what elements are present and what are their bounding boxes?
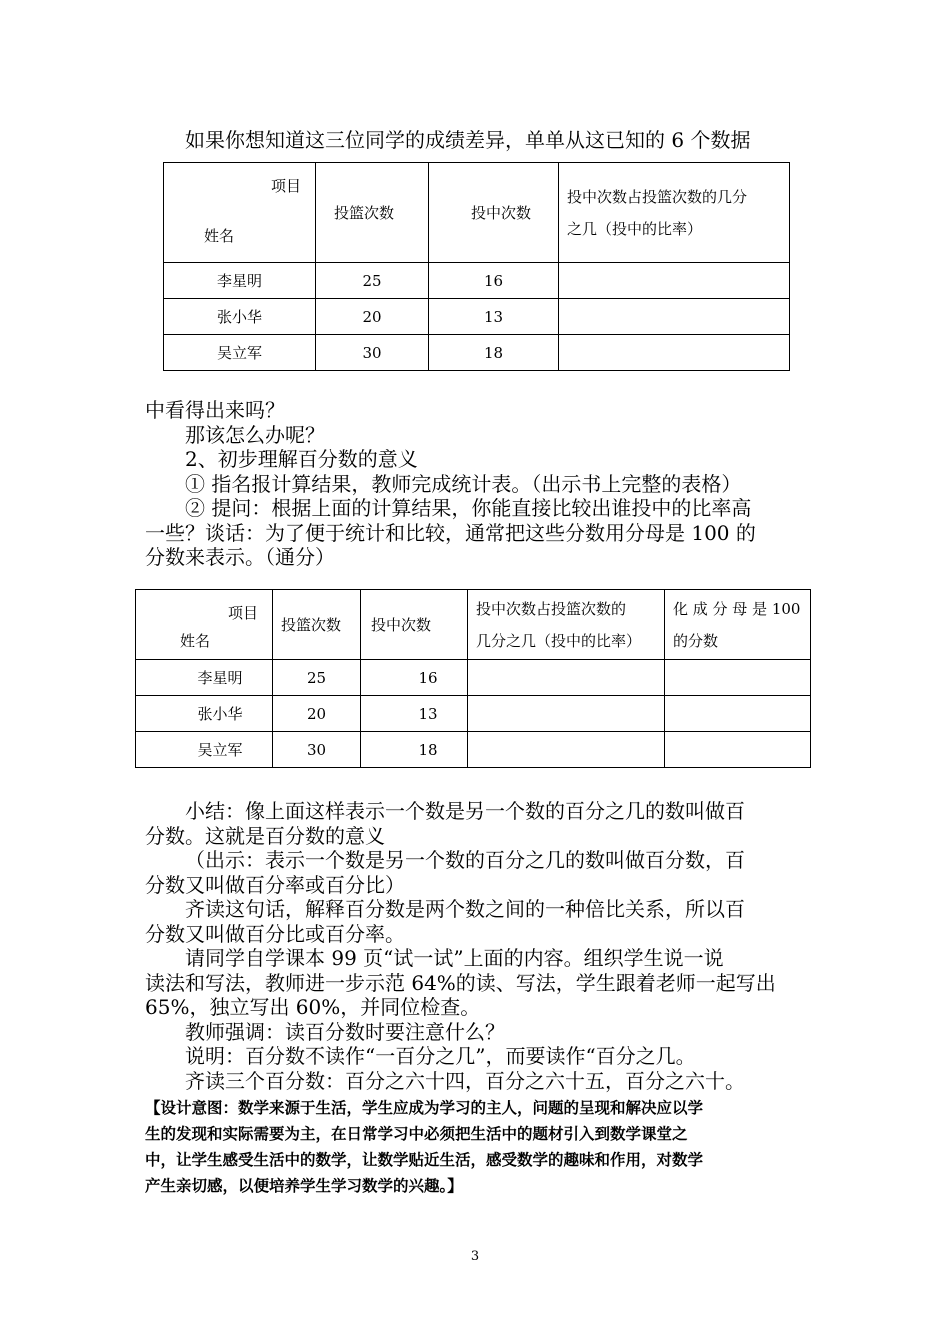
table-header-row — [164, 163, 790, 263]
row-percent — [665, 696, 811, 732]
col-shots-header: 投篮次数 — [273, 590, 361, 660]
text-line: 读法和写法，教师进一步示范 64%的读、写法，学生跟着老师一起写出 — [145, 970, 776, 995]
col-hits-header: 投中次数 — [429, 163, 559, 263]
row-ratio — [559, 263, 790, 299]
table-row — [164, 263, 790, 299]
row-percent — [665, 660, 811, 696]
diagonal-header-cell — [136, 590, 273, 660]
stats-table-2 — [135, 589, 811, 768]
table-row — [136, 732, 811, 768]
row-hits: 13 — [361, 696, 468, 732]
row-hits: 18 — [429, 335, 559, 371]
row-shots: 25 — [273, 660, 361, 696]
text-line: 齐读三个百分数：百分之六十四，百分之六十五，百分之六十。 — [185, 1068, 745, 1093]
note-line: 中，让学生感受生活中的数学，让数学贴近生活，感受数学的趣味和作用，对数学 — [145, 1151, 704, 1169]
table-row — [136, 696, 811, 732]
row-name: 李星明 — [136, 660, 273, 696]
text-line: 65%，独立写出 60%，并同位检查。 — [145, 995, 481, 1019]
col-hits-header: 投中次数 — [361, 590, 468, 660]
text-line: 一些？谈话：为了便于统计和比较，通常把这些分数用分母是 100 的 — [145, 520, 756, 545]
header-name: 姓名 — [180, 632, 211, 650]
row-name: 吴立军 — [136, 732, 273, 768]
intro-paragraph — [145, 128, 810, 153]
text-line: 教师强调：读百分数时要注意什么？ — [185, 1019, 505, 1044]
row-hits: 16 — [429, 263, 559, 299]
stats-table-1 — [163, 162, 790, 371]
row-name: 吴立军 — [164, 335, 316, 371]
row-shots: 25 — [316, 263, 429, 299]
text-line: （出示：表示一个数是另一个数的百分之几的数叫做百分数，百 — [185, 848, 745, 872]
note-line: 产生亲切感，以便培养学生学习数学的兴趣。】 — [145, 1177, 463, 1195]
text-line: ② 提问：根据上面的计算结果，你能直接比较出谁投中的比率高 — [185, 496, 752, 520]
paragraphs-block-2 — [145, 799, 810, 1093]
text-line: ① 指名报计算结果，教师完成统计表。（出示书上完整的表格） — [185, 471, 742, 496]
row-name: 张小华 — [164, 299, 316, 335]
table-row — [164, 299, 790, 335]
text-line: 分数又叫做百分率或百分比） — [145, 872, 405, 897]
header-item: 项目 — [227, 604, 258, 622]
row-shots: 30 — [273, 732, 361, 768]
col-shots-header: 投篮次数 — [316, 163, 429, 263]
row-ratio — [468, 660, 665, 696]
header-item: 项目 — [270, 177, 301, 195]
text-line: 齐读这句话，解释百分数是两个数之间的一种倍比关系，所以百 — [185, 897, 745, 921]
row-name: 张小华 — [136, 696, 273, 732]
row-name: 李星明 — [164, 263, 316, 299]
row-shots: 30 — [316, 335, 429, 371]
text-line: 请同学自学课本 99 页“试一试”上面的内容。组织学生说一说 — [185, 946, 724, 970]
intro-line: 如果你想知道这三位同学的成绩差异，单单从这已知的 6 个数据 — [185, 128, 751, 152]
text-line: 中看得出来吗？ — [145, 398, 285, 422]
col-ratio-header: 投中次数占投篮次数的几分 之几（投中的比率） — [559, 163, 790, 263]
design-intent-note — [145, 1095, 815, 1199]
text-line: 2、初步理解百分数的意义 — [185, 447, 418, 471]
table-row — [164, 335, 790, 371]
row-percent — [665, 732, 811, 768]
text-line: 分数来表示。（通分） — [145, 545, 335, 569]
text-line: 小结：像上面这样表示一个数是另一个数的百分之几的数叫做百 — [185, 799, 745, 823]
text-line: 分数。这就是百分数的意义 — [145, 823, 385, 848]
diagonal-header-cell — [164, 163, 316, 263]
col-percent-header: 化 成 分 母 是 100 的分数 — [665, 590, 811, 660]
row-ratio — [559, 299, 790, 335]
row-ratio — [468, 696, 665, 732]
row-hits: 18 — [361, 732, 468, 768]
row-hits: 13 — [429, 299, 559, 335]
paragraphs-block-1 — [145, 398, 810, 570]
table-header-row — [136, 590, 811, 660]
col-ratio-header: 投中次数占投篮次数的 几分之几（投中的比率） — [468, 590, 665, 660]
row-ratio — [468, 732, 665, 768]
text-line: 说明：百分数不读作“一百分之几”，而要读作“百分之几。 — [185, 1044, 696, 1068]
row-hits: 16 — [361, 660, 468, 696]
note-line: 【设计意图：数学来源于生活，学生应成为学习的主人，问题的呈现和解决应以学 — [145, 1099, 704, 1117]
row-shots: 20 — [316, 299, 429, 335]
table-row — [136, 660, 811, 696]
page-number: 3 — [470, 1249, 480, 1264]
text-line: 那该怎么办呢？ — [185, 422, 325, 447]
row-ratio — [559, 335, 790, 371]
text-line: 分数又叫做百分比或百分率。 — [145, 921, 405, 946]
header-name: 姓名 — [204, 227, 235, 245]
row-shots: 20 — [273, 696, 361, 732]
note-line: 生的发现和实际需要为主，在日常学习中必须把生活中的题材引入到数学课堂之 — [145, 1125, 688, 1143]
